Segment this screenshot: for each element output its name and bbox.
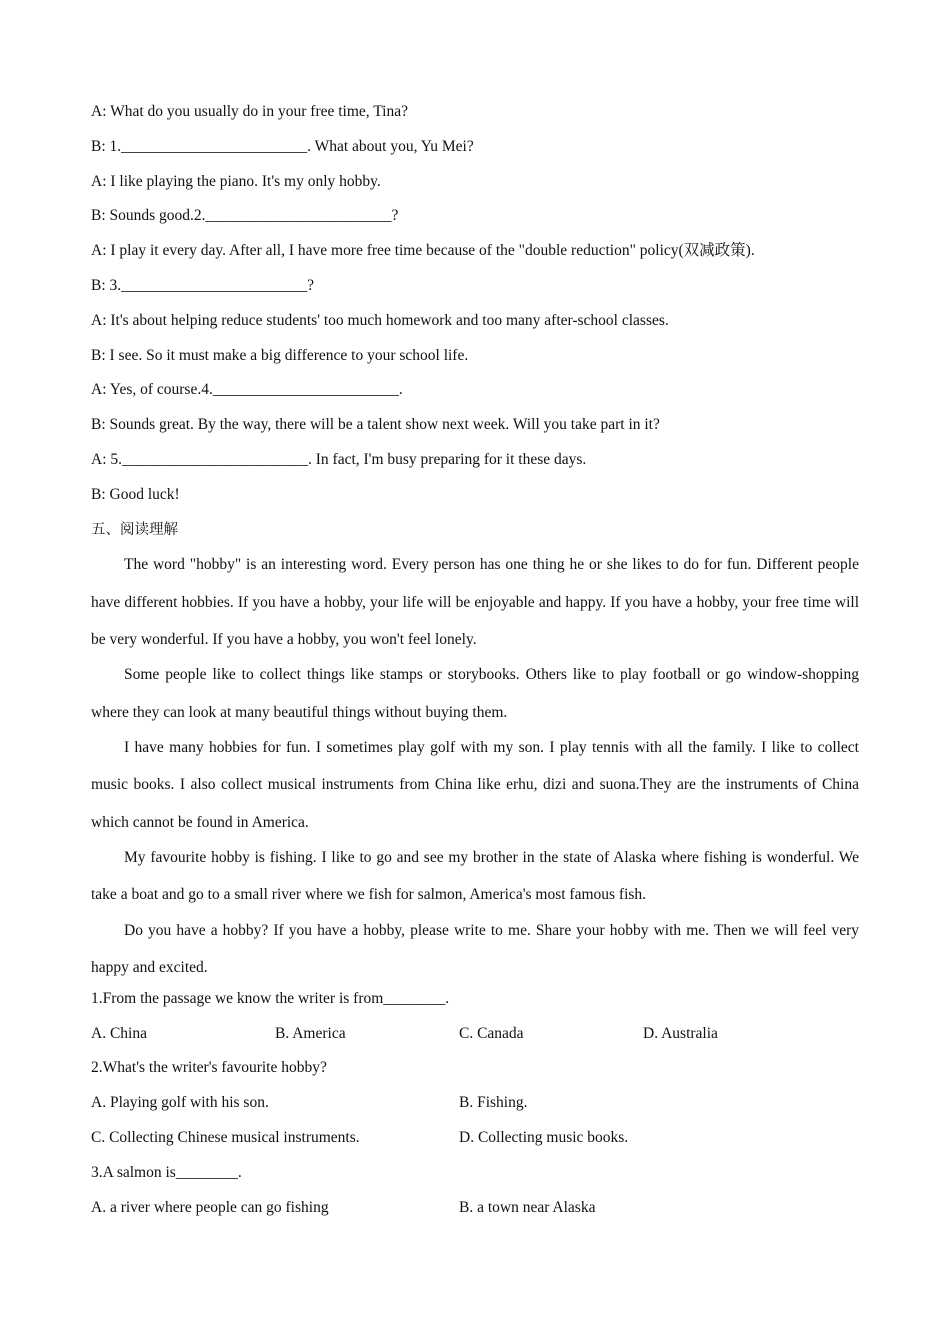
option: A. a river where people can go fishing xyxy=(91,1198,329,1216)
document-page xyxy=(91,98,859,1228)
question-stem: 1.From the passage we know the writer is from________. xyxy=(91,989,450,1007)
dialogue-line: A: I play it every day. After all, I have more free time because of the "double reduction" policy(双减政策). xyxy=(91,242,755,260)
dialogue-line: B: Sounds great. By the way, there will be a talent show next week. Will you take part in it? xyxy=(91,416,660,434)
option: C. Canada xyxy=(459,1024,524,1042)
question-options xyxy=(91,1020,859,1055)
option: A. China xyxy=(91,1024,147,1042)
question-stem: 2.What's the writer's favourite hobby? xyxy=(91,1059,327,1077)
question-options xyxy=(91,1194,859,1229)
passage-paragraph: My favourite hobby is fishing. I like to go and see my brother in the state of Alaska where fishing is wonderful. We take a boat and go to a small river where we fish for salmon, America's most famous fish. xyxy=(91,849,859,904)
dialogue-line: B: 1.________________________. What about you, Yu Mei? xyxy=(91,137,474,155)
dialogue-line: A: I like playing the piano. It's my only hobby. xyxy=(91,172,381,190)
option: C. Collecting Chinese musical instruments. xyxy=(91,1129,360,1147)
passage-paragraph: I have many hobbies for fun. I sometimes play golf with my son. I play tennis with all the family. I like to collect music books. I also collect musical instruments from China like erhu, dizi and suona.They are the instruments of China which cannot be found in America. xyxy=(91,739,859,831)
option: B. America xyxy=(275,1024,346,1042)
question-options xyxy=(91,1124,859,1159)
question-stem: 3.A salmon is________. xyxy=(91,1163,242,1181)
dialogue-line: A: It's about helping reduce students' too much homework and too many after-school classes. xyxy=(91,311,669,329)
option: B. Fishing. xyxy=(459,1094,528,1112)
option: A. Playing golf with his son. xyxy=(91,1094,269,1112)
section-heading: 五、阅读理解 xyxy=(91,521,178,538)
passage-paragraph: Some people like to collect things like stamps or storybooks. Others like to play football or go window-shopping where they can look at many beautiful things without buying them. xyxy=(91,666,859,721)
dialogue-line: A: Yes, of course.4.________________________. xyxy=(91,381,403,399)
dialogue-line: B: Good luck! xyxy=(91,485,180,503)
dialogue-line: B: I see. So it must make a big difference to your school life. xyxy=(91,346,469,364)
option: D. Collecting music books. xyxy=(459,1129,629,1147)
passage-paragraph: Do you have a hobby? If you have a hobby, please write to me. Share your hobby with me. Then we will feel very happy and excited. xyxy=(91,922,859,977)
dialogue-line: B: 3.________________________? xyxy=(91,276,315,294)
dialogue-line: B: Sounds good.2.________________________? xyxy=(91,207,399,225)
dialogue-line: A: 5.________________________. In fact, I'm busy preparing for it these days. xyxy=(91,450,587,468)
question-options xyxy=(91,1089,859,1124)
passage-paragraph: The word "hobby" is an interesting word. Every person has one thing he or she likes to do for fun. Different people have different hobbies. If you have a hobby, your life will be enjoyable and happy. If you have a hobby, your free time will be very wonderful. If you have a hobby, you won't feel lonely. xyxy=(91,556,859,648)
option: D. Australia xyxy=(643,1024,718,1042)
option: B. a town near Alaska xyxy=(459,1198,596,1216)
dialogue-line: A: What do you usually do in your free time, Tina? xyxy=(91,103,408,120)
